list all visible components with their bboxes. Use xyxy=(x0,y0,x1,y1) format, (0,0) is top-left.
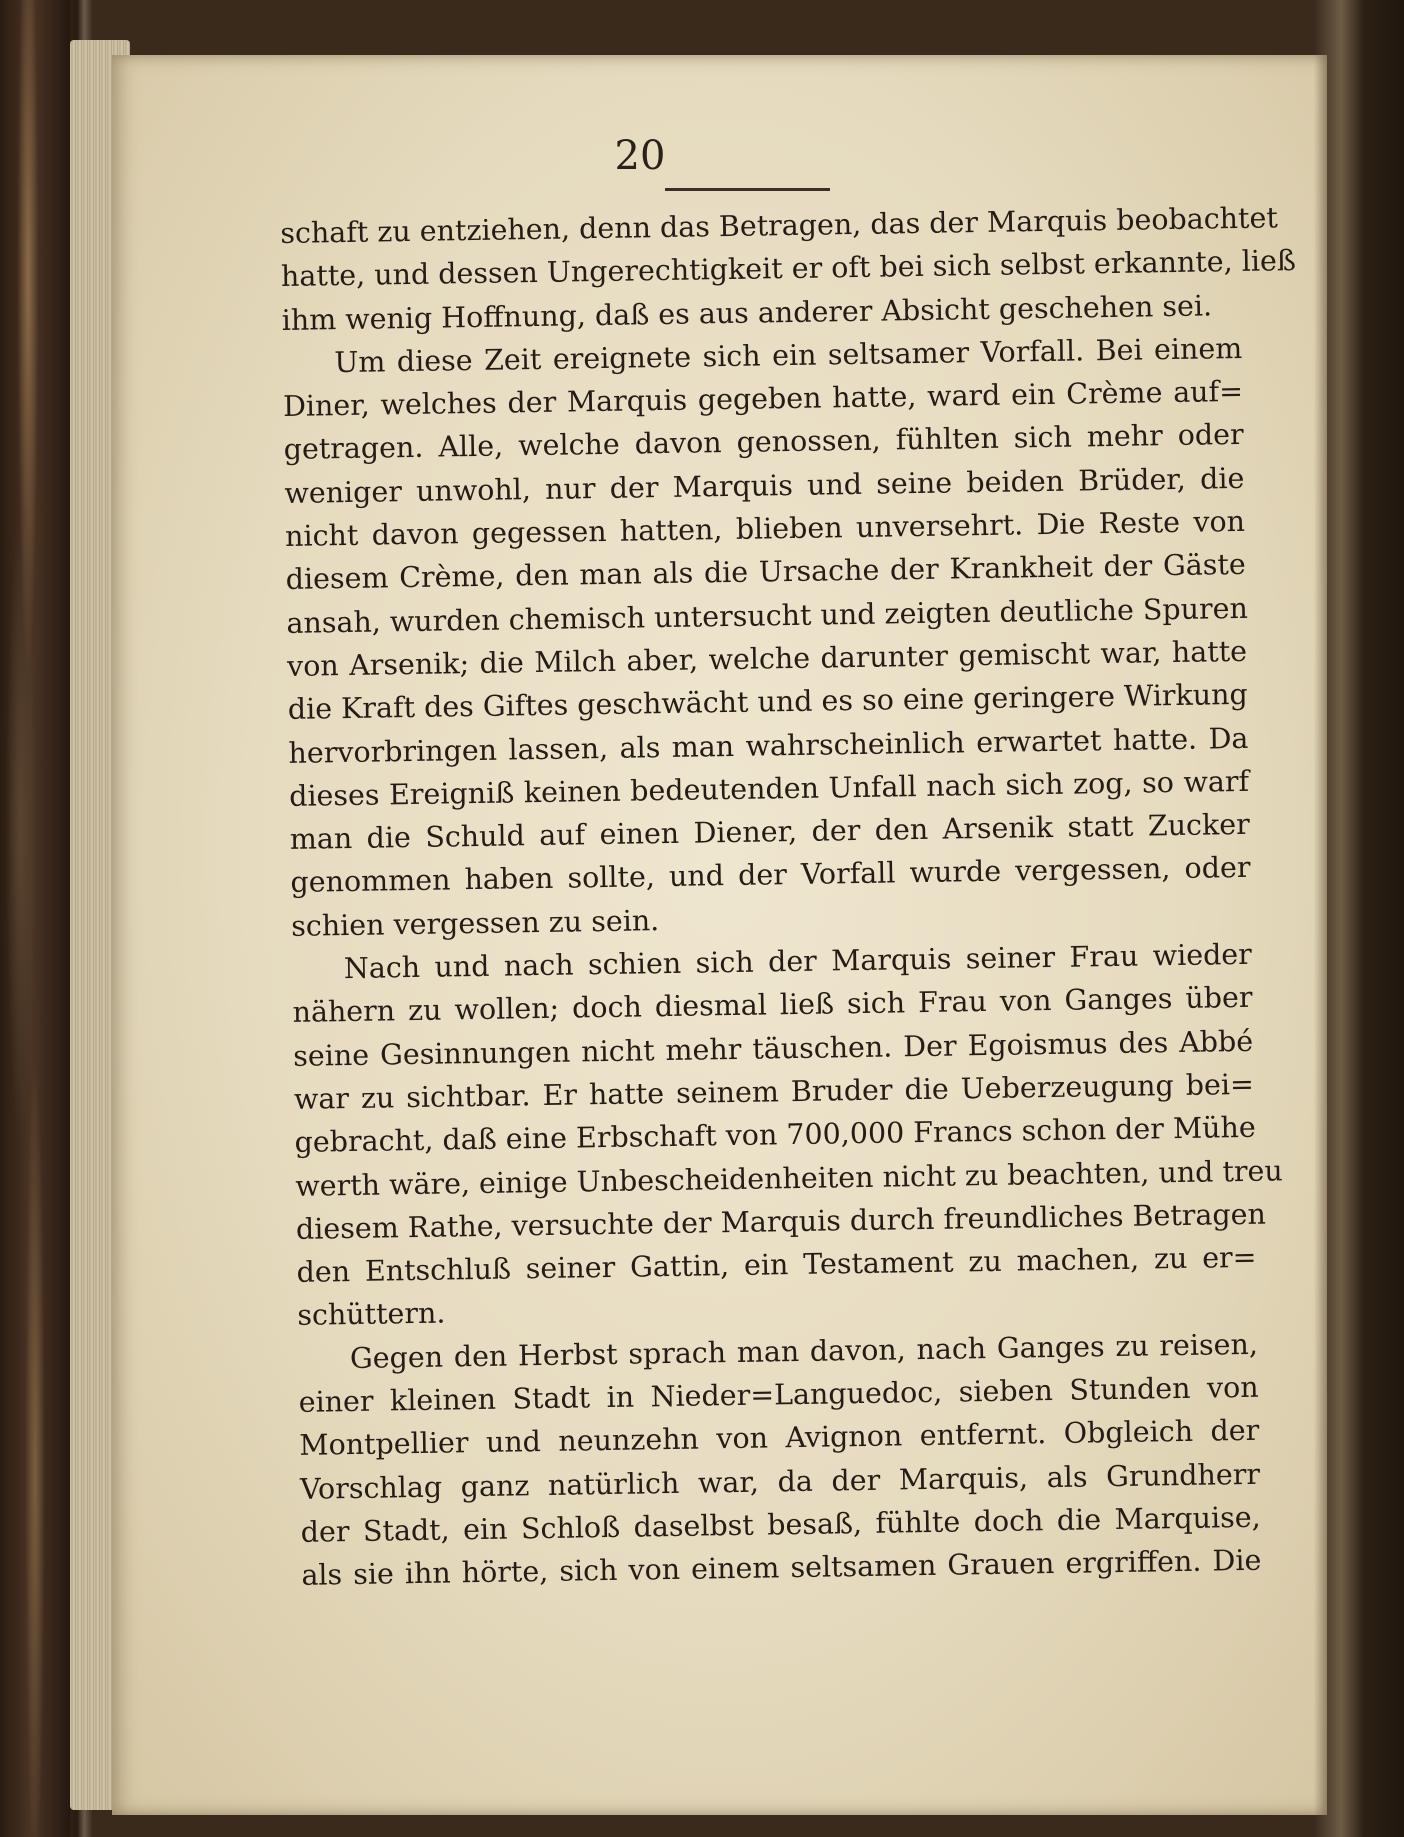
text-line: dieses Ereigniß keinen bedeutenden Unfall nach sich zog, so warf xyxy=(288,764,1250,813)
text-line: den Entschluß seiner Gattin, ein Testament zu machen, zu er= xyxy=(296,1240,1257,1289)
gutter-shadow xyxy=(1314,0,1404,1837)
text-line: von Arsenik; die Milch aber, welche darunter gemischt war, hatte xyxy=(286,634,1248,683)
text-line: ansah, wurden chemisch untersucht und zeigten deutliche Spuren xyxy=(286,591,1249,640)
text-line: als sie ihn hörte, sich von einem seltsamen Grauen ergriffen. Die xyxy=(301,1543,1262,1593)
text-line: werth wäre, einige Unbescheidenheiten nicht zu beachten, und treu xyxy=(295,1153,1284,1203)
text-line: der Stadt, ein Schloß daselbst besaß, fühlte doch die Marquise, xyxy=(300,1500,1261,1549)
text-line: hervorbringen lassen, als man wahrscheinlich erwartet hatte. Da xyxy=(288,721,1249,770)
text-line: hatte, und dessen Ungerechtigkeit er oft bei sich selbst erkannte, ließ xyxy=(280,244,1297,294)
text-line: man die Schuld auf einen Diener, der den Arsenik statt Zucker xyxy=(289,808,1250,857)
text-line: schaft zu entziehen, denn das Betragen, das der Marquis beobachtet xyxy=(280,201,1279,250)
text-line: Nach und nach schien sich der Marquis seiner Frau wieder xyxy=(343,937,1253,986)
text-line: genommen haben sollte, und der Vorfall wurde vergessen, oder xyxy=(290,851,1251,900)
text-line: gebracht, daß eine Erbschaft von 700,000 Francs schon der Mühe xyxy=(294,1111,1256,1160)
text-line: Vorschlag ganz natürlich war, da der Marquis, als Grundherr xyxy=(299,1457,1261,1506)
text-line: Montpellier und neunzehn von Avignon entfernt. Obgleich der xyxy=(299,1414,1260,1463)
text-line: seine Gesinnungen nicht mehr täuschen. Der Egoismus des Abbé xyxy=(293,1024,1254,1073)
text-line: schien vergessen zu sein. xyxy=(290,903,660,943)
header-rule xyxy=(665,188,830,191)
text-line: war zu sichtbar. Er hatte seinem Bruder die Ueberzeugung bei= xyxy=(293,1067,1255,1116)
text-line: diesem Crème, den man als die Ursache der Krankheit der Gäste xyxy=(285,548,1246,597)
text-line: einer kleinen Stadt in Nieder=Languedoc, sieben Stunden von xyxy=(298,1370,1259,1419)
text-line: ihm wenig Hoffnung, daß es aus anderer Absicht geschehen sei. xyxy=(281,288,1213,337)
text-line: weniger unwohl, nur der Marquis und seine beiden Brüder, die xyxy=(284,461,1245,510)
page-number: 20 xyxy=(614,133,666,179)
text-line: nicht davon gegessen hatten, blieben unversehrt. Die Reste von xyxy=(284,504,1246,554)
text-line: Diner, welches der Marquis gegeben hatte, ward ein Crème auf= xyxy=(282,375,1244,424)
text-line: schüttern. xyxy=(297,1296,446,1333)
book-cover-edge xyxy=(0,0,70,1837)
text-line: diesem Rathe, versuchte der Marquis durch freundliches Betragen xyxy=(295,1197,1267,1246)
text-line: Um diese Zeit ereignete sich ein seltsamer Vorfall. Bei einem xyxy=(334,331,1243,380)
body-text xyxy=(280,197,1297,1597)
text-line: nähern zu wollen; doch diesmal ließ sich Frau von Ganges über xyxy=(292,981,1253,1030)
text-line: getragen. Alle, welche davon genossen, fühlten sich mehr oder xyxy=(283,418,1244,467)
text-line: die Kraft des Giftes geschwächt und es so eine geringere Wirkung xyxy=(287,678,1249,727)
text-line: Gegen den Herbst sprach man davon, nach Ganges zu reisen, xyxy=(349,1327,1259,1375)
